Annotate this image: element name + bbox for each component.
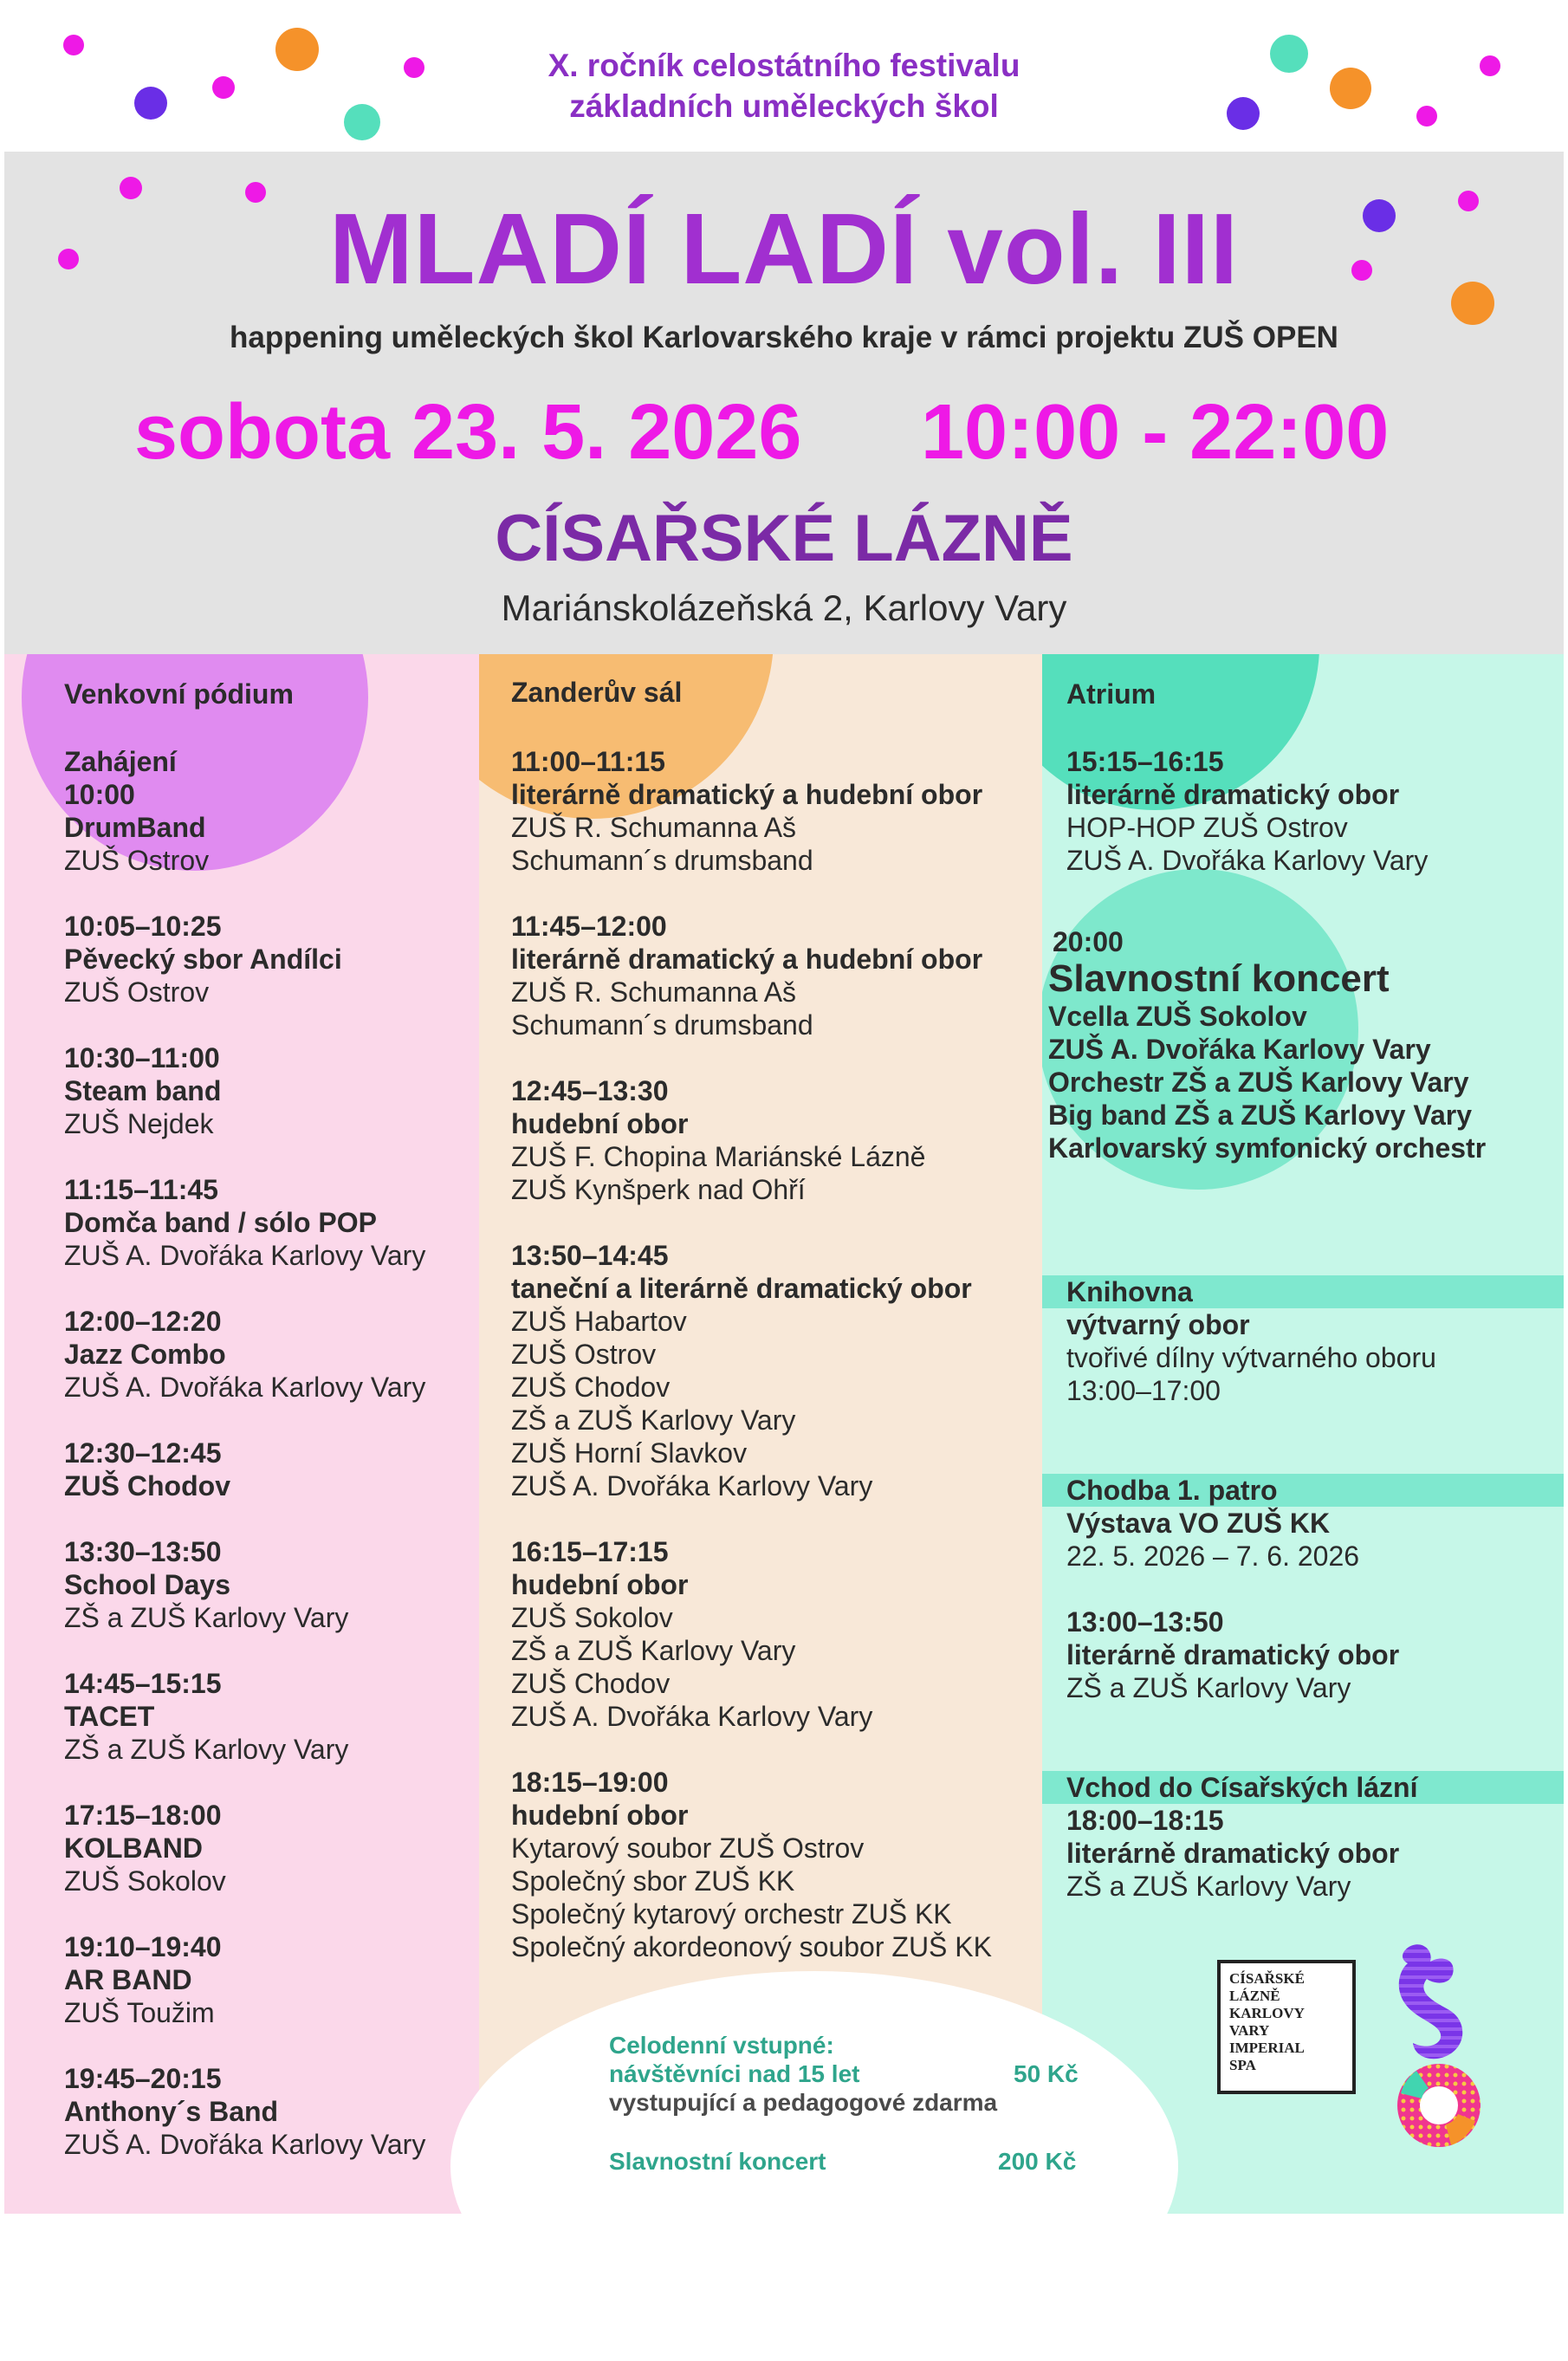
price-adults-label: návštěvníci nad 15 let <box>609 2060 860 2087</box>
event-date: sobota 23. 5. 2026 <box>134 389 802 476</box>
event-subtitle: happening uměleckých škol Karlovarského kraje v rámci projektu ZUŠ OPEN <box>230 321 1338 354</box>
list-item: 17:15–18:00 KOLBAND ZUŠ Sokolov <box>64 1800 226 1897</box>
venue-address: Mariánskolázeňská 2, Karlovy Vary <box>501 587 1067 628</box>
list-item: 11:45–12:00 literárně dramatický a hudební obor ZUŠ R. Schumanna Aš Schumann´s drumsband <box>511 911 983 1041</box>
festival-edition-line: X. ročník celostátního festivalu <box>548 48 1020 83</box>
knihovna-heading: Knihovna <box>1066 1276 1193 1307</box>
zanderuv-schedule <box>511 745 992 1996</box>
vchod-heading: Vchod do Císařských lázní <box>1066 1772 1418 1803</box>
price-concert-label: Slavnostní koncert <box>609 2148 826 2175</box>
list-item: 16:15–17:15 hudební obor ZUŠ Sokolov ZŠ a ZUŠ Karlovy Vary ZUŠ Chodov ZUŠ A. Dvořáka Karlovy Vary <box>511 1536 873 1732</box>
event-title: MLADÍ LADÍ vol. III <box>328 192 1240 305</box>
list-item: 12:30–12:45 ZUŠ Chodov <box>64 1437 230 1502</box>
venkovni-heading: Venkovní pódium <box>64 678 294 710</box>
event-time: 10:00 - 22:00 <box>921 389 1390 476</box>
vchod-info: 18:00–18:15 literárně dramatický obor ZŠ a ZUŠ Karlovy Vary <box>1066 1805 1400 1902</box>
list-item: 10:05–10:25 Pěvecký sbor Andílci ZUŠ Ostrov <box>64 911 342 1008</box>
list-item: Zahájení 10:00 DrumBand ZUŠ Ostrov <box>64 746 210 876</box>
price-label: Celodenní vstupné: <box>609 2032 834 2059</box>
list-item: 12:00–12:20 Jazz Combo ZUŠ A. Dvořáka Karlovy Vary <box>64 1306 426 1403</box>
cisarske-lazne-logo: CÍSAŘSKÉ LÁZNĚ KARLOVY VARY IMPERIAL SPA <box>1217 1960 1356 2094</box>
price-concert-value: 200 Kč <box>998 2148 1077 2175</box>
list-item: 19:10–19:40 AR BAND ZUŠ Toužim <box>64 1931 222 2028</box>
slavnostni-koncert: 20:00 Slavnostní koncert Vcella ZUŠ Sokolov ZUŠ A. Dvořáka Karlovy Vary Orchestr ZŠ a ZUŠ Karlovy Vary Big band ZŠ a ZUŠ Karlovy Vary Karlovarský symfonický orchestr <box>1048 926 1487 1164</box>
list-item: 11:15–11:45 Domča band / sólo POP ZUŠ A. Dvořáka Karlovy Vary <box>64 1174 426 1271</box>
list-item: 12:45–13:30 hudební obor ZUŠ F. Chopina Mariánské Lázně ZUŠ Kynšperk nad Ohří <box>511 1075 926 1205</box>
list-item: 14:45–15:15 TACET ZŠ a ZUŠ Karlovy Vary <box>64 1668 349 1765</box>
concert-title: Slavnostní koncert <box>1048 957 1390 1000</box>
festival-description-line: základních uměleckých škol <box>569 88 999 124</box>
price-free-note: vystupující a pedagogové zdarma <box>609 2089 998 2116</box>
knihovna-info: výtvarný obor tvořivé dílny výtvarného oboru 13:00–17:00 <box>1066 1309 1436 1406</box>
list-item: 19:45–20:15 Anthony´s Band ZUŠ A. Dvořáka Karlovy Vary <box>64 2063 426 2160</box>
list-item: 18:15–19:00 hudební obor Kytarový soubor ZUŠ Ostrov Společný sbor ZUŠ KK Společný kytarový orchestr ZUŠ KK Společný akordeonový soubor ZUŠ KK <box>511 1767 992 1962</box>
list-item: 10:30–11:00 Steam band ZUŠ Nejdek <box>64 1042 222 1139</box>
list-item: 13:50–14:45 taneční a literárně dramatický obor ZUŠ Habartov ZUŠ Ostrov ZUŠ Chodov ZŠ a ZUŠ Karlovy Vary ZUŠ Horní Slavkov ZUŠ A. Dvořáka Karlovy Vary <box>511 1240 972 1502</box>
list-item: 11:00–11:15 literárně dramatický a hudební obor ZUŠ R. Schumanna Aš Schumann´s drumsband <box>511 746 983 876</box>
zus-open-logo <box>1382 1941 1494 2149</box>
zanderuv-heading: Zanderův sál <box>511 677 683 708</box>
venkovni-schedule <box>64 745 425 2194</box>
venue-name: CÍSAŘSKÉ LÁZNĚ <box>495 502 1073 575</box>
price-adults-value: 50 Kč <box>1014 2060 1079 2087</box>
chodba-heading: Chodba 1. patro <box>1066 1475 1278 1506</box>
list-item: 13:30–13:50 School Days ZŠ a ZUŠ Karlovy Vary <box>64 1536 349 1633</box>
atrium-heading: Atrium <box>1066 678 1157 710</box>
atrium-event: 15:15–16:15 literárně dramatický obor HOP-HOP ZUŠ Ostrov ZUŠ A. Dvořáka Karlovy Vary <box>1066 746 1429 876</box>
chodba-info: Výstava VO ZUŠ KK 22. 5. 2026 – 7. 6. 2026 13:00–13:50 literárně dramatický obor ZŠ a ZUŠ Karlovy Vary <box>1066 1508 1400 1703</box>
